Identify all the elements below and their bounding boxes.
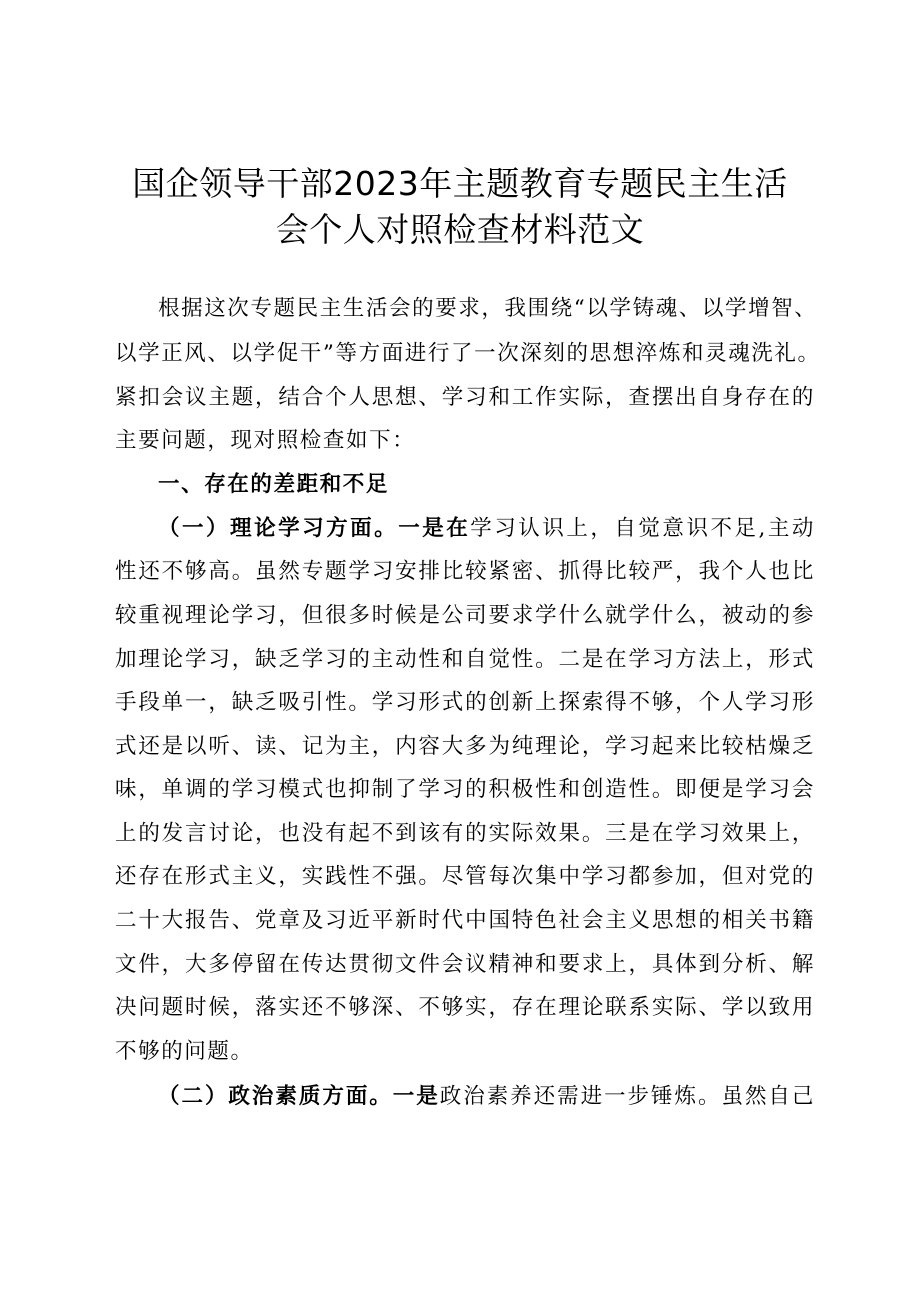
paragraph-1-heading: （一）理论学习方面。一是在 (158, 516, 471, 541)
paragraph-1-line: 性还不够高。虽然专题学习安排比较紧密、抓得比较严，我个人也比 (115, 559, 815, 584)
paragraph-1-heading-rest: 学习认识上，自觉意识不足,主动 (470, 516, 815, 541)
section-heading-1: 一、存在的差距和不足 (158, 472, 390, 497)
paragraph-1-line: 式还是以听、读、记为主，内容大多为纯理论，学习起来比较枯燥乏 (115, 734, 815, 759)
paragraph-1-line: 还存在形式主义，实践性不强。尽管每次集中学习都参加，但对党的 (115, 864, 815, 889)
intro-line-1: 根据这次专题民主生活会的要求，我围绕“以学铸魂、以学增智、 (158, 296, 818, 321)
paragraph-2-first-line (158, 1082, 815, 1112)
paragraph-1-line: 较重视理论学习，但很多时候是公司要求学什么就学什么，被动的参 (115, 603, 815, 628)
paragraph-1-line: 手段单一，缺乏吸引性。学习形式的创新上探索得不够，个人学习形 (115, 690, 815, 715)
intro-line-4: 主要问题，现对照检查如下： (115, 428, 416, 453)
paragraph-1-line: 决问题时候，落实还不够深、不够实，存在理论联系实际、学以致用 (115, 995, 815, 1020)
paragraph-1-line: 不够的问题。 (115, 1039, 254, 1064)
paragraph-1-line: 味，单调的学习模式也抑制了学习的积极性和创造性。即便是学习会 (115, 777, 815, 802)
document-title-line-1: 国企领导干部2023年主题教育专题民主生活 (132, 164, 788, 203)
intro-line-2: 以学正风、以学促干”等方面进行了一次深刻的思想淬炼和灵魂洗礼。 (115, 341, 821, 366)
paragraph-1-line: 文件，大多停留在传达贯彻文件会议精神和要求上，具体到分析、解 (115, 952, 815, 977)
document-title-line-2: 会个人对照检查材料范文 (275, 210, 645, 249)
paragraph-1-line: 上的发言讨论，也没有起不到该有的实际效果。三是在学习效果上， (115, 821, 815, 846)
paragraph-1-line: 加理论学习，缺乏学习的主动性和自觉性。二是在学习方法上，形式 (115, 647, 815, 672)
intro-line-3: 紧扣会议主题，结合个人思想、学习和工作实际，查摆出自身存在的 (115, 385, 815, 410)
paragraph-1-line: 二十大报告、党章及习近平新时代中国特色社会主义思想的相关书籍 (115, 908, 815, 933)
paragraph-2-heading: （二）政治素质方面。一是 (158, 1084, 440, 1109)
paragraph-2-heading-rest: 政治素养还需进一步锤炼。虽然自己 (439, 1084, 815, 1109)
paragraph-1-first-line (158, 514, 815, 544)
